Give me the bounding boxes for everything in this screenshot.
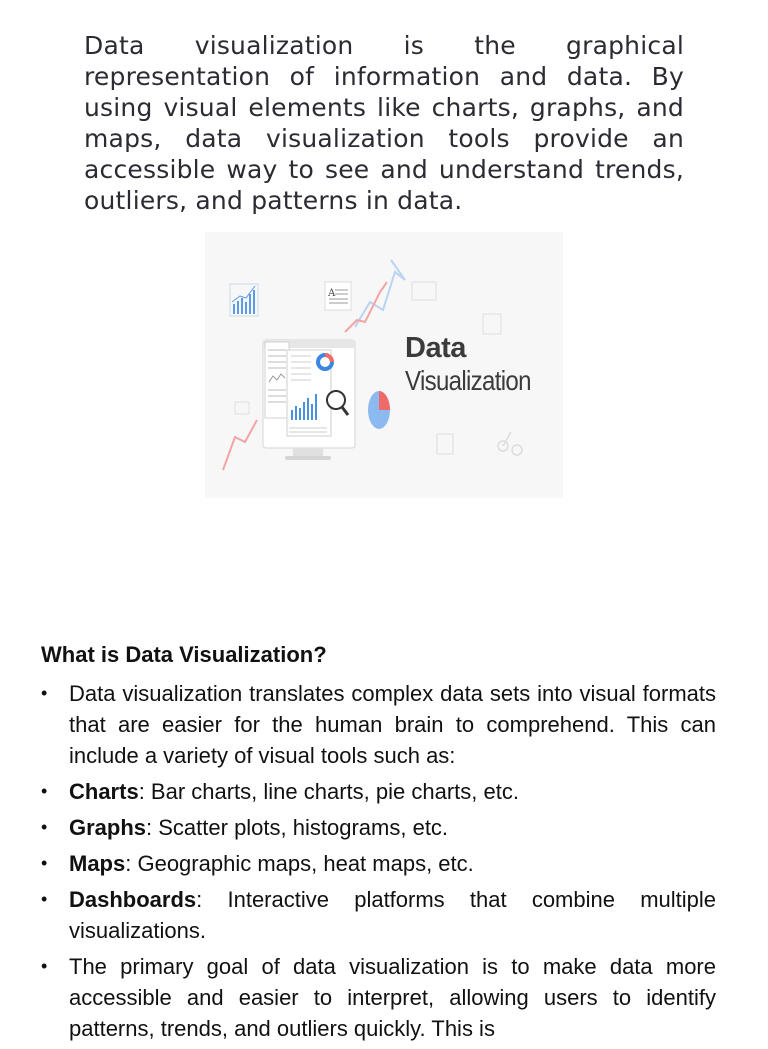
- list-item: [41, 678, 716, 771]
- bullet-dot: •: [41, 781, 48, 801]
- list-item-term: Graphs: [69, 815, 147, 840]
- document-icon: [325, 282, 351, 310]
- video-icon: [437, 434, 453, 454]
- bullet-dot: •: [41, 817, 48, 837]
- list-item-text: The primary goal of data visualization is to make data more accessible and easier to interpret, allowing users to identify patterns, trends, and outliers quickly. This is: [69, 954, 716, 1041]
- intro-paragraph: Data visualization is the graphical representation of information and data. By using visual elements like charts, graphs, and maps, data visualization tools provide an accessible way to see and understand trends, outliers, and patterns in data.: [84, 31, 684, 215]
- list-item-text: : Interactive platforms that combine multiple visualizations.: [69, 887, 716, 943]
- bullet-dot: •: [41, 889, 48, 909]
- section-heading: What is Data Visualization?: [41, 642, 327, 667]
- list-item-text: : Bar charts, line charts, pie charts, etc.: [138, 779, 519, 804]
- illustration-title: Data: [405, 332, 466, 364]
- bullet-dot: •: [41, 853, 48, 873]
- bullet-dot: •: [41, 956, 48, 976]
- bullet-list: [41, 678, 716, 1044]
- what-is-section: [41, 640, 716, 1049]
- list-item: [41, 848, 716, 879]
- list-item: [41, 951, 716, 1044]
- bullet-dot: •: [41, 683, 48, 703]
- illustration-subtitle: Visualization: [405, 365, 531, 396]
- list-item-term: Dashboards: [69, 887, 197, 912]
- list-item: [41, 776, 716, 807]
- pie-chart-icon: [368, 391, 390, 429]
- list-item-term: Charts: [69, 779, 139, 804]
- list-item-text: : Geographic maps, heat maps, etc.: [125, 851, 474, 876]
- svg-text:A: A: [328, 288, 336, 299]
- list-item-text: : Scatter plots, histograms, etc.: [146, 815, 449, 840]
- list-item-text: Data visualization translates complex data sets into visual formats that are easier for the human brain to comprehend. This can include a variety of visual tools such as:: [69, 681, 716, 768]
- list-item-term: Maps: [69, 851, 126, 876]
- list-item: [41, 812, 716, 843]
- data-visualization-illustration: [205, 232, 563, 498]
- list-item: [41, 884, 716, 946]
- bicycle-icon: [498, 432, 522, 455]
- bar-chart-icon: [230, 284, 258, 316]
